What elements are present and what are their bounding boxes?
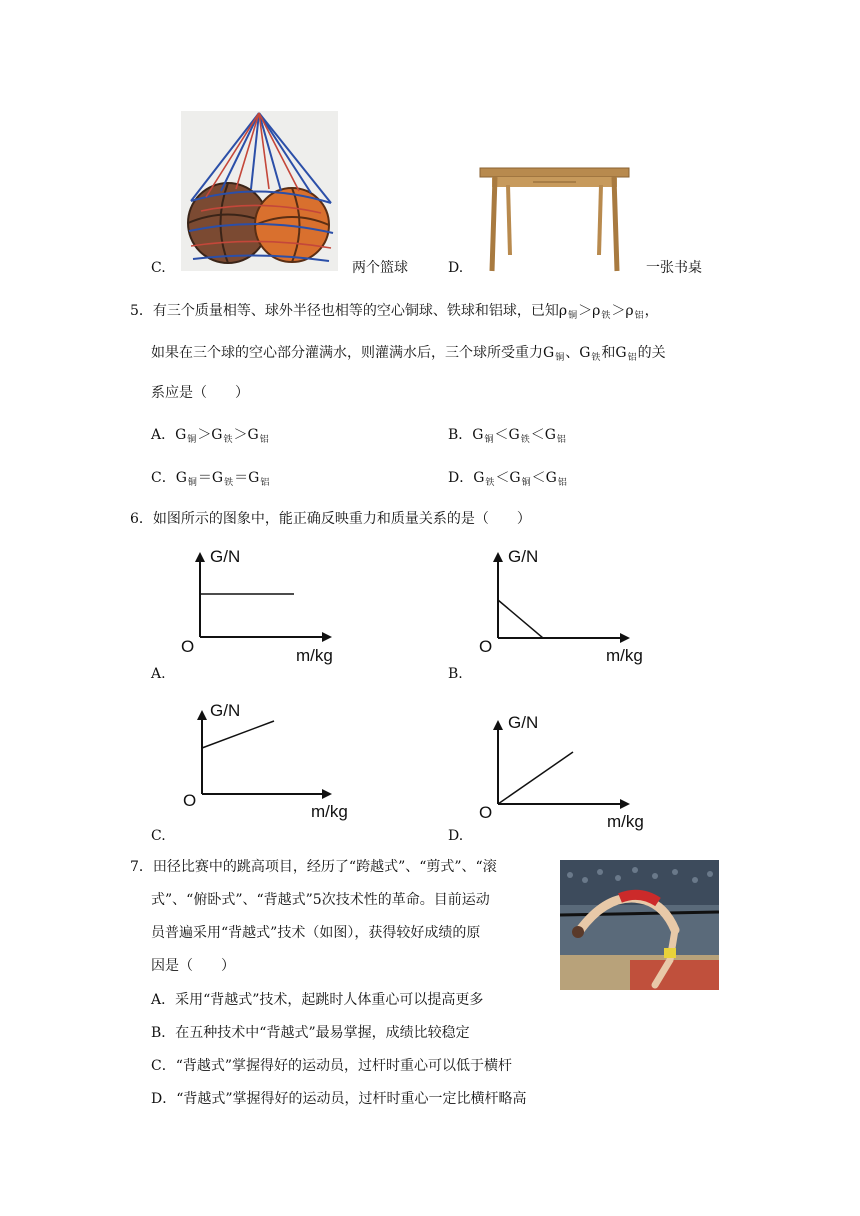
- graph-d-x-label: m/kg: [607, 812, 644, 831]
- graph-d-plot-line: [498, 752, 573, 804]
- graph-c-y-label: G/N: [210, 701, 241, 720]
- graph-c-origin: O: [183, 791, 197, 810]
- q7-stem-line-2: 式”、“俯卧式”、“背越式”5次技术性的革命。目前运动: [151, 892, 490, 908]
- q5-stem-line-1: 5．有三个质量相等、球外半径也相等的空心铜球、铁球和铝球，已知$\rho_铜>\rho_铁>\rho_铝$，: [130, 303, 659, 321]
- graph-b-x-label: m/kg: [606, 646, 643, 665]
- graph-a: [170, 540, 360, 665]
- graph-a-x-label: m/kg: [296, 646, 333, 665]
- graph-c: [170, 700, 360, 825]
- q5-option-a[interactable]: A．$G_铜>G_铁>G_铝$: [151, 427, 269, 445]
- q5-stem-line-2: 如果在三个球的空心部分灌满水，则灌满水后，三个球所受重力$G_铜$、$G_铁$和$G_铝$的关: [151, 345, 666, 363]
- q6-option-c[interactable]: C.: [151, 828, 166, 844]
- q7-option-d[interactable]: D．“背越式”掌握得好的运动员，过杆时重心一定比横杆略高: [151, 1091, 527, 1107]
- graph-c-plot-line: [202, 721, 274, 748]
- q4-option-c-letter: C.: [151, 260, 166, 276]
- q5-option-d[interactable]: D．$G_铁<G_铜<G_铝$: [448, 470, 567, 488]
- graph-d-y-label: G/N: [508, 713, 539, 732]
- q6-option-d[interactable]: D.: [448, 828, 464, 844]
- q7-stem-line-4: 因是（ ）: [151, 958, 235, 974]
- graph-c-x-label: m/kg: [311, 802, 348, 821]
- graph-b-origin: O: [479, 637, 493, 656]
- q5-option-b[interactable]: B．$G_铜<G_铁<G_铝$: [448, 427, 566, 445]
- q6-stem: 6．如图所示的图象中，能正确反映重力和质量关系的是（ ）: [130, 511, 531, 527]
- q7-option-a[interactable]: A．采用“背越式”技术，起跳时人体重心可以提高更多: [151, 992, 484, 1008]
- q5-stem-line-3: 系应是（ ）: [151, 385, 249, 401]
- q7-stem-line-3: 员普遍采用“背越式”技术（如图），获得较好成绩的原: [151, 925, 481, 941]
- q6-option-b[interactable]: B.: [448, 666, 463, 682]
- graph-a-y-label: G/N: [210, 547, 241, 566]
- graph-b: [468, 540, 658, 665]
- basketballs-in-net-photo: [181, 111, 338, 271]
- graph-d: [468, 700, 658, 831]
- q5-option-c[interactable]: C．$G_铜=G_铁=G_铝$: [151, 470, 270, 488]
- q4-option-c-caption: 两个篮球: [352, 260, 408, 276]
- wooden-desk-photo: [478, 165, 631, 273]
- q7-option-c[interactable]: C．“背越式”掌握得好的运动员，过杆时重心可以低于横杆: [151, 1058, 513, 1074]
- q7-option-b[interactable]: B．在五种技术中“背越式”最易掌握，成绩比较稳定: [151, 1025, 470, 1041]
- graph-b-plot-line: [498, 600, 543, 638]
- graph-a-origin: O: [181, 637, 195, 656]
- q6-option-a[interactable]: A.: [151, 666, 166, 682]
- graph-d-origin: O: [479, 803, 493, 822]
- graph-b-y-label: G/N: [508, 547, 539, 566]
- q4-option-d-caption: 一张书桌: [646, 260, 702, 276]
- q4-option-d-letter: D.: [448, 260, 464, 276]
- high-jump-athlete-photo: [560, 860, 719, 990]
- q7-stem-line-1: 7．田径比赛中的跳高项目，经历了“跨越式”、“剪式”、“滚: [130, 859, 497, 875]
